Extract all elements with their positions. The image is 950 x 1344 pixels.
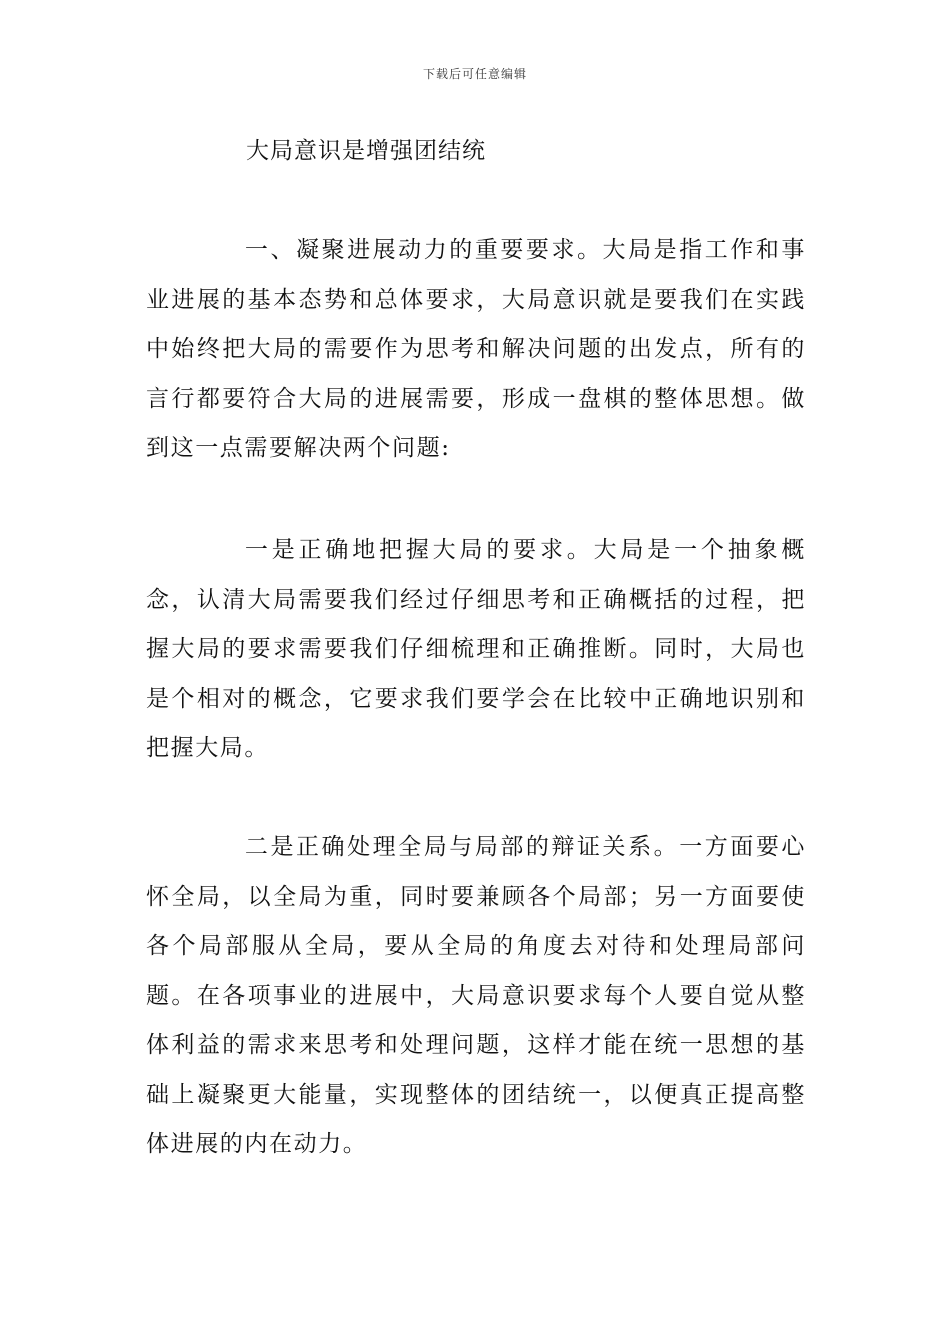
paragraph-1: 一、凝聚进展动力的重要要求。大局是指工作和事业进展的基本态势和总体要求，大局意识就是要我们在实践中始终把大局的需要作为思考和解决问题的出发点，所有的言行都要符合大局的进展需要，形成一盘棋的整体思想。做到这一点需要解决两个问题: — [146, 237, 806, 461]
document-title: 大局意识是增强团结统 — [246, 138, 486, 164]
header-note: 下载后可任意编辑 — [422, 67, 527, 81]
paragraph-2: 一是正确地把握大局的要求。大局是一个抽象概念，认清大局需要我们经过仔细思考和正确概括的过程，把握大局的要求需要我们仔细梳理和正确推断。同时，大局也是个相对的概念，它要求我们要学会在比较中正确地识别和把握大局。 — [146, 537, 806, 761]
paragraph-3: 二是正确处理全局与局部的辩证关系。一方面要心怀全局，以全局为重，同时要兼顾各个局部；另一方面要使各个局部服从全局，要从全局的角度去对待和处理局部问题。在各项事业的进展中，大局意识要求每个人要自觉从整体利益的需求来思考和处理问题，这样才能在统一思想的基础上凝聚更大能量，实现整体的团结统一，以便真正提高整体进展的内在动力。 — [146, 834, 806, 1157]
